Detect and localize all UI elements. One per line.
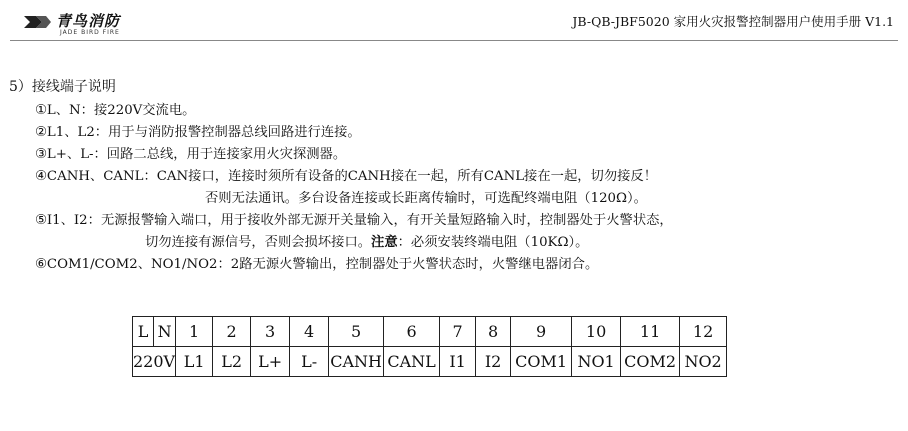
- terminal-cell: N: [154, 317, 176, 347]
- item-line-6: ⑥COM1/COM2、NO1/NO2：2路无源火警输出，控制器处于火警状态时，火警继电器闭合。: [35, 257, 599, 272]
- terminal-cell: L-: [290, 347, 329, 377]
- terminal-cell: L+: [251, 347, 290, 377]
- terminal-cell: 5: [329, 317, 384, 347]
- terminal-cell: I1: [440, 347, 476, 377]
- terminal-cell: 6: [384, 317, 440, 347]
- terminal-cell: CANH: [329, 347, 384, 377]
- jade-bird-logo-icon: [22, 12, 52, 32]
- terminal-cell: 3: [251, 317, 290, 347]
- item-line-1: ①L、N：接220V交流电。: [35, 103, 196, 118]
- item-line-5-continued-text: 切勿连接有源信号，否则会损坏接口。: [145, 235, 372, 250]
- terminal-number-row: [133, 317, 727, 347]
- terminal-cell: COM2: [621, 347, 680, 377]
- note-emphasis: 注意: [371, 235, 398, 250]
- terminal-cell: 8: [476, 317, 511, 347]
- terminal-table: [132, 316, 727, 377]
- section-title: 5）接线端子说明: [9, 79, 116, 95]
- terminal-cell: L: [133, 317, 154, 347]
- item-line-2: ②L1、L2：用于与消防报警控制器总线回路进行连接。: [35, 125, 361, 140]
- terminal-cell: 2: [213, 317, 251, 347]
- terminal-label-row: [133, 347, 727, 377]
- terminal-cell: 12: [680, 317, 727, 347]
- terminal-cell: 1: [176, 317, 213, 347]
- terminal-cell: 9: [511, 317, 572, 347]
- terminal-cell: NO1: [572, 347, 621, 377]
- logo-chinese-text: 青鸟消防: [56, 12, 121, 30]
- item-line-5-note-text: ：必须安装终端电阻（10KΩ）。: [397, 235, 589, 250]
- terminal-cell: L1: [176, 347, 213, 377]
- item-line-3: ③L+、L-：回路二总线，用于连接家用火灾探测器。: [35, 147, 347, 162]
- terminal-cell: 10: [572, 317, 621, 347]
- terminal-cell: CANL: [384, 347, 440, 377]
- terminal-cell: I2: [476, 347, 511, 377]
- item-line-4: ④CANH、CANL：CAN接口，连接时须所有设备的CANH接在一起，所有CANL接在一起，切勿接反！: [35, 169, 658, 184]
- terminal-cell: L2: [213, 347, 251, 377]
- jade-bird-logo: [22, 10, 162, 36]
- item-line-5-continued: [145, 231, 588, 250]
- terminal-cell: 4: [290, 317, 329, 347]
- terminal-cell: 7: [440, 317, 476, 347]
- item-line-5: ⑤I1、I2：无源报警输入端口，用于接收外部无源开关量输入，有开关量短路输入时，控制器处于火警状态，: [35, 213, 673, 228]
- terminal-cell: 220V: [133, 347, 176, 377]
- terminal-cell: NO2: [680, 347, 727, 377]
- page-header-title: JB-QB-JBF5020 家用火灾报警控制器用户使用手册 V1.1: [572, 14, 894, 29]
- item-line-4-continued: 否则无法通讯。多台设备连接或长距离传输时，可选配终端电阻（120Ω）。: [205, 191, 647, 206]
- terminal-cell: COM1: [511, 347, 572, 377]
- header-divider: [10, 40, 898, 41]
- logo-english-text: JADE BIRD FIRE: [60, 29, 120, 36]
- terminal-cell: 11: [621, 317, 680, 347]
